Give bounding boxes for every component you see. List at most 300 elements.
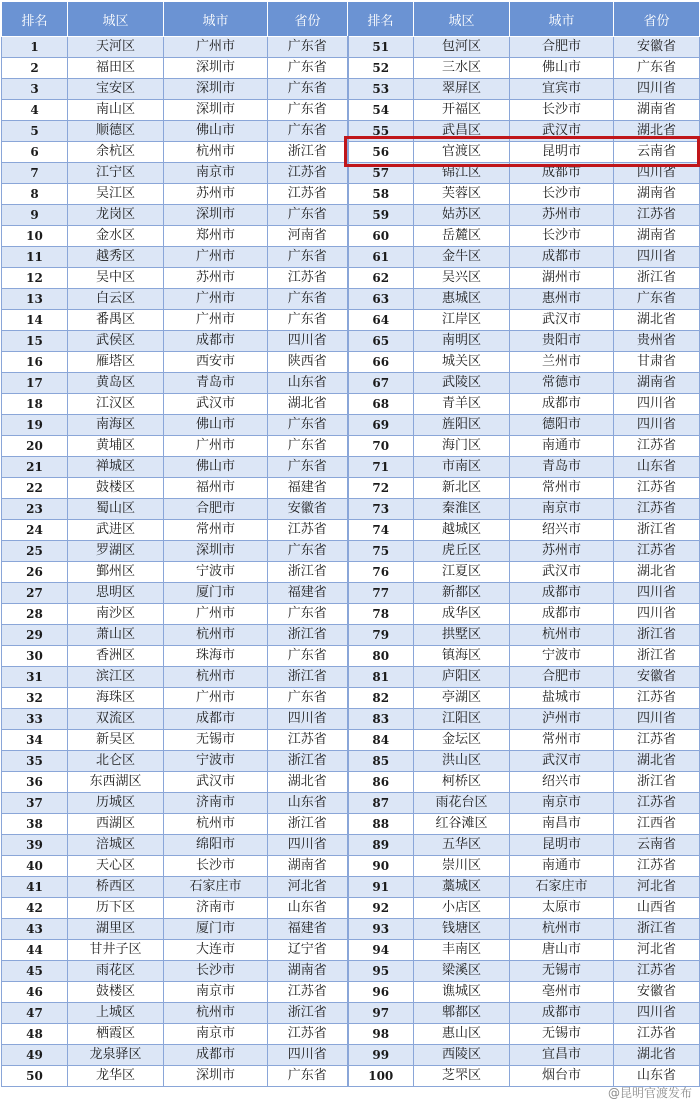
province-cell: 四川省: [614, 394, 700, 415]
city-cell: 石家庄市: [164, 877, 268, 898]
province-cell: 山东省: [614, 1066, 700, 1087]
province-cell: 广东省: [268, 1066, 348, 1087]
district-cell: 吴江区: [68, 184, 164, 205]
city-cell: 广州市: [164, 310, 268, 331]
province-cell: 浙江省: [268, 562, 348, 583]
province-cell: 湖北省: [614, 310, 700, 331]
rank-cell: 92: [348, 898, 414, 919]
district-cell: 涪城区: [68, 835, 164, 856]
city-cell: 厦门市: [164, 583, 268, 604]
province-cell: 广东省: [268, 436, 348, 457]
province-cell: 四川省: [614, 163, 700, 184]
city-cell: 宁波市: [164, 562, 268, 583]
province-cell: 湖南省: [614, 184, 700, 205]
city-cell: 南昌市: [510, 814, 614, 835]
rank-cell: 25: [2, 541, 68, 562]
rank-cell: 82: [348, 688, 414, 709]
table-row: [2, 961, 700, 982]
province-cell: 浙江省: [614, 268, 700, 289]
province-cell: 四川省: [268, 331, 348, 352]
district-cell: 藁城区: [414, 877, 510, 898]
city-cell: 苏州市: [510, 541, 614, 562]
district-cell: 柯桥区: [414, 772, 510, 793]
province-cell: 山东省: [268, 898, 348, 919]
district-cell: 宝安区: [68, 79, 164, 100]
table-row: [2, 793, 700, 814]
district-cell: 南沙区: [68, 604, 164, 625]
city-cell: 杭州市: [510, 625, 614, 646]
rank-cell: 32: [2, 688, 68, 709]
rank-cell: 99: [348, 1045, 414, 1066]
ranking-table: [1, 1, 700, 1087]
district-cell: 海珠区: [68, 688, 164, 709]
rank-cell: 66: [348, 352, 414, 373]
rank-cell: 56: [348, 142, 414, 163]
table-row: [2, 205, 700, 226]
district-cell: 新吴区: [68, 730, 164, 751]
city-cell: 成都市: [510, 247, 614, 268]
district-cell: 罗湖区: [68, 541, 164, 562]
district-cell: 江宁区: [68, 163, 164, 184]
table-row: [2, 268, 700, 289]
city-cell: 武汉市: [510, 310, 614, 331]
district-cell: 萧山区: [68, 625, 164, 646]
province-cell: 广东省: [268, 58, 348, 79]
table-row: [2, 772, 700, 793]
table-row: [2, 730, 700, 751]
city-cell: 佛山市: [164, 415, 268, 436]
city-cell: 成都市: [164, 1045, 268, 1066]
district-cell: 历城区: [68, 793, 164, 814]
district-cell: 丰南区: [414, 940, 510, 961]
table-row: [2, 646, 700, 667]
rank-cell: 93: [348, 919, 414, 940]
city-cell: 广州市: [164, 247, 268, 268]
district-cell: 历下区: [68, 898, 164, 919]
district-cell: 天河区: [68, 37, 164, 58]
district-cell: 甘井子区: [68, 940, 164, 961]
district-cell: 惠城区: [414, 289, 510, 310]
district-cell: 鼓楼区: [68, 478, 164, 499]
district-cell: 禅城区: [68, 457, 164, 478]
city-cell: 惠州市: [510, 289, 614, 310]
rank-cell: 55: [348, 121, 414, 142]
province-cell: 四川省: [614, 79, 700, 100]
rank-cell: 2: [2, 58, 68, 79]
city-cell: 绍兴市: [510, 772, 614, 793]
table-row: [2, 604, 700, 625]
district-cell: 翠屏区: [414, 79, 510, 100]
city-cell: 长沙市: [510, 100, 614, 121]
city-cell: 深圳市: [164, 1066, 268, 1087]
province-cell: 浙江省: [614, 919, 700, 940]
rank-cell: 4: [2, 100, 68, 121]
table-row: [2, 751, 700, 772]
province-cell: 广东省: [268, 688, 348, 709]
province-cell: 安徽省: [268, 499, 348, 520]
province-cell: 辽宁省: [268, 940, 348, 961]
header-rank: 排名: [2, 2, 68, 37]
province-cell: 广东省: [268, 310, 348, 331]
district-cell: 越秀区: [68, 247, 164, 268]
province-cell: 广东省: [268, 247, 348, 268]
district-cell: 西陵区: [414, 1045, 510, 1066]
district-cell: 龙泉驿区: [68, 1045, 164, 1066]
table-row: [2, 226, 700, 247]
rank-cell: 24: [2, 520, 68, 541]
city-cell: 南通市: [510, 436, 614, 457]
rank-cell: 95: [348, 961, 414, 982]
district-cell: 锦江区: [414, 163, 510, 184]
rank-cell: 88: [348, 814, 414, 835]
city-cell: 合肥市: [164, 499, 268, 520]
table-row: [2, 58, 700, 79]
rank-cell: 51: [348, 37, 414, 58]
district-cell: 江汉区: [68, 394, 164, 415]
province-cell: 福建省: [268, 478, 348, 499]
rank-cell: 38: [2, 814, 68, 835]
rank-cell: 48: [2, 1024, 68, 1045]
district-cell: 金水区: [68, 226, 164, 247]
rank-cell: 89: [348, 835, 414, 856]
table-row: [2, 919, 700, 940]
city-cell: 苏州市: [164, 268, 268, 289]
rank-cell: 8: [2, 184, 68, 205]
province-cell: 广东省: [268, 457, 348, 478]
district-cell: 吴兴区: [414, 268, 510, 289]
province-cell: 山东省: [268, 793, 348, 814]
province-cell: 四川省: [614, 415, 700, 436]
province-cell: 河北省: [268, 877, 348, 898]
province-cell: 湖南省: [268, 961, 348, 982]
city-cell: 成都市: [164, 331, 268, 352]
rank-cell: 29: [2, 625, 68, 646]
rank-cell: 68: [348, 394, 414, 415]
city-cell: 济南市: [164, 793, 268, 814]
district-cell: 黄岛区: [68, 373, 164, 394]
rank-cell: 71: [348, 457, 414, 478]
city-cell: 南通市: [510, 856, 614, 877]
district-cell: 岳麓区: [414, 226, 510, 247]
district-cell: 拱墅区: [414, 625, 510, 646]
rank-cell: 19: [2, 415, 68, 436]
city-cell: 唐山市: [510, 940, 614, 961]
city-cell: 南京市: [164, 163, 268, 184]
province-cell: 福建省: [268, 583, 348, 604]
district-cell: 黄埔区: [68, 436, 164, 457]
city-cell: 青岛市: [510, 457, 614, 478]
rank-cell: 15: [2, 331, 68, 352]
rank-cell: 85: [348, 751, 414, 772]
rank-cell: 36: [2, 772, 68, 793]
table-row: [2, 940, 700, 961]
city-cell: 广州市: [164, 289, 268, 310]
district-cell: 北仑区: [68, 751, 164, 772]
district-cell: 亭湖区: [414, 688, 510, 709]
province-cell: 江苏省: [614, 961, 700, 982]
rank-cell: 35: [2, 751, 68, 772]
table-row: [2, 457, 700, 478]
city-cell: 合肥市: [510, 667, 614, 688]
city-cell: 常州市: [164, 520, 268, 541]
rank-cell: 49: [2, 1045, 68, 1066]
province-cell: 江苏省: [614, 205, 700, 226]
rank-cell: 5: [2, 121, 68, 142]
table-row: [2, 709, 700, 730]
city-cell: 绵阳市: [164, 835, 268, 856]
province-cell: 河南省: [268, 226, 348, 247]
district-cell: 蜀山区: [68, 499, 164, 520]
district-cell: 南明区: [414, 331, 510, 352]
province-cell: 山东省: [614, 457, 700, 478]
rank-cell: 11: [2, 247, 68, 268]
city-cell: 武汉市: [510, 121, 614, 142]
city-cell: 杭州市: [164, 667, 268, 688]
district-cell: 越城区: [414, 520, 510, 541]
province-cell: 浙江省: [268, 751, 348, 772]
rank-cell: 83: [348, 709, 414, 730]
district-cell: 思明区: [68, 583, 164, 604]
table-row: [2, 79, 700, 100]
district-cell: 余杭区: [68, 142, 164, 163]
table-body: [2, 37, 700, 1087]
district-cell: 鄞州区: [68, 562, 164, 583]
city-cell: 成都市: [510, 163, 614, 184]
rank-cell: 43: [2, 919, 68, 940]
rank-cell: 80: [348, 646, 414, 667]
city-cell: 太原市: [510, 898, 614, 919]
rank-cell: 57: [348, 163, 414, 184]
province-cell: 江苏省: [614, 541, 700, 562]
city-cell: 福州市: [164, 478, 268, 499]
rank-cell: 22: [2, 478, 68, 499]
rank-cell: 77: [348, 583, 414, 604]
district-cell: 旌阳区: [414, 415, 510, 436]
rank-cell: 52: [348, 58, 414, 79]
rank-cell: 16: [2, 352, 68, 373]
rank-cell: 37: [2, 793, 68, 814]
province-cell: 湖南省: [268, 856, 348, 877]
city-cell: 佛山市: [164, 457, 268, 478]
rank-cell: 27: [2, 583, 68, 604]
city-cell: 无锡市: [164, 730, 268, 751]
province-cell: 湖北省: [614, 562, 700, 583]
rank-cell: 53: [348, 79, 414, 100]
province-cell: 江苏省: [268, 1024, 348, 1045]
table-row: [2, 625, 700, 646]
province-cell: 浙江省: [268, 142, 348, 163]
rank-cell: 91: [348, 877, 414, 898]
district-cell: 三水区: [414, 58, 510, 79]
table-row: [2, 436, 700, 457]
district-cell: 金坛区: [414, 730, 510, 751]
district-cell: 秦淮区: [414, 499, 510, 520]
city-cell: 佛山市: [510, 58, 614, 79]
province-cell: 江西省: [614, 814, 700, 835]
rank-cell: 33: [2, 709, 68, 730]
city-cell: 无锡市: [510, 1024, 614, 1045]
rank-cell: 9: [2, 205, 68, 226]
province-cell: 安徽省: [614, 667, 700, 688]
table-row: [2, 541, 700, 562]
rank-cell: 70: [348, 436, 414, 457]
rank-cell: 47: [2, 1003, 68, 1024]
city-cell: 合肥市: [510, 37, 614, 58]
rank-cell: 26: [2, 562, 68, 583]
header-province: 省份: [614, 2, 700, 37]
city-cell: 广州市: [164, 604, 268, 625]
province-cell: 山东省: [268, 373, 348, 394]
province-cell: 四川省: [268, 1045, 348, 1066]
province-cell: 湖北省: [614, 121, 700, 142]
province-cell: 广东省: [268, 79, 348, 100]
district-cell: 番禺区: [68, 310, 164, 331]
province-cell: 湖南省: [614, 226, 700, 247]
table-row: [2, 562, 700, 583]
city-cell: 成都市: [510, 394, 614, 415]
province-cell: 广东省: [268, 415, 348, 436]
city-cell: 苏州市: [164, 184, 268, 205]
table-row: [2, 478, 700, 499]
province-cell: 广东省: [268, 604, 348, 625]
district-cell: 城关区: [414, 352, 510, 373]
district-cell: 雁塔区: [68, 352, 164, 373]
district-cell: 姑苏区: [414, 205, 510, 226]
district-cell: 江阳区: [414, 709, 510, 730]
rank-cell: 31: [2, 667, 68, 688]
city-cell: 大连市: [164, 940, 268, 961]
province-cell: 江苏省: [614, 1024, 700, 1045]
table-row: [2, 1066, 700, 1087]
province-cell: 河北省: [614, 877, 700, 898]
rank-cell: 84: [348, 730, 414, 751]
district-cell: 崇川区: [414, 856, 510, 877]
city-cell: 无锡市: [510, 961, 614, 982]
rank-cell: 21: [2, 457, 68, 478]
province-cell: 广东省: [614, 289, 700, 310]
city-cell: 郑州市: [164, 226, 268, 247]
rank-cell: 40: [2, 856, 68, 877]
city-cell: 厦门市: [164, 919, 268, 940]
city-cell: 宁波市: [164, 751, 268, 772]
district-cell: 开福区: [414, 100, 510, 121]
rank-cell: 28: [2, 604, 68, 625]
city-cell: 南京市: [510, 793, 614, 814]
rank-cell: 74: [348, 520, 414, 541]
province-cell: 陕西省: [268, 352, 348, 373]
district-cell: 天心区: [68, 856, 164, 877]
district-cell: 滨江区: [68, 667, 164, 688]
city-cell: 长沙市: [510, 226, 614, 247]
district-cell: 雨花区: [68, 961, 164, 982]
city-cell: 绍兴市: [510, 520, 614, 541]
table-row: [2, 1003, 700, 1024]
province-cell: 湖北省: [614, 1045, 700, 1066]
table-row: [2, 247, 700, 268]
province-cell: 四川省: [614, 1003, 700, 1024]
district-cell: 官渡区: [414, 142, 510, 163]
district-cell: 镇海区: [414, 646, 510, 667]
city-cell: 宁波市: [510, 646, 614, 667]
rank-cell: 81: [348, 667, 414, 688]
rank-cell: 86: [348, 772, 414, 793]
district-cell: 包河区: [414, 37, 510, 58]
rank-cell: 90: [348, 856, 414, 877]
rank-cell: 62: [348, 268, 414, 289]
table-row: [2, 163, 700, 184]
district-cell: 江夏区: [414, 562, 510, 583]
rank-cell: 20: [2, 436, 68, 457]
city-cell: 武汉市: [510, 562, 614, 583]
province-cell: 广东省: [268, 541, 348, 562]
district-cell: 五华区: [414, 835, 510, 856]
city-cell: 宜昌市: [510, 1045, 614, 1066]
district-cell: 郫都区: [414, 1003, 510, 1024]
rank-cell: 61: [348, 247, 414, 268]
district-cell: 新北区: [414, 478, 510, 499]
city-cell: 杭州市: [164, 814, 268, 835]
city-cell: 昆明市: [510, 835, 614, 856]
rank-cell: 63: [348, 289, 414, 310]
province-cell: 浙江省: [614, 772, 700, 793]
province-cell: 江苏省: [268, 184, 348, 205]
rank-cell: 65: [348, 331, 414, 352]
province-cell: 江苏省: [614, 688, 700, 709]
district-cell: 芝罘区: [414, 1066, 510, 1087]
header-province: 省份: [268, 2, 348, 37]
rank-cell: 10: [2, 226, 68, 247]
city-cell: 常德市: [510, 373, 614, 394]
table-row: [2, 856, 700, 877]
province-cell: 江苏省: [614, 478, 700, 499]
rank-cell: 96: [348, 982, 414, 1003]
rank-cell: 50: [2, 1066, 68, 1087]
district-cell: 小店区: [414, 898, 510, 919]
province-cell: 浙江省: [268, 814, 348, 835]
table-row: [2, 310, 700, 331]
city-cell: 昆明市: [510, 142, 614, 163]
city-cell: 宜宾市: [510, 79, 614, 100]
city-cell: 深圳市: [164, 58, 268, 79]
province-cell: 广东省: [268, 289, 348, 310]
province-cell: 江苏省: [614, 793, 700, 814]
city-cell: 青岛市: [164, 373, 268, 394]
city-cell: 亳州市: [510, 982, 614, 1003]
district-cell: 龙岗区: [68, 205, 164, 226]
city-cell: 南京市: [164, 1024, 268, 1045]
rank-cell: 58: [348, 184, 414, 205]
province-cell: 湖北省: [268, 772, 348, 793]
rank-cell: 34: [2, 730, 68, 751]
rank-cell: 69: [348, 415, 414, 436]
rank-cell: 44: [2, 940, 68, 961]
district-cell: 新都区: [414, 583, 510, 604]
district-cell: 洪山区: [414, 751, 510, 772]
district-cell: 青羊区: [414, 394, 510, 415]
city-cell: 深圳市: [164, 541, 268, 562]
table-row: [2, 100, 700, 121]
watermark: @昆明官渡发布: [607, 1086, 692, 1100]
rank-cell: 60: [348, 226, 414, 247]
province-cell: 浙江省: [614, 625, 700, 646]
province-cell: 贵州省: [614, 331, 700, 352]
province-cell: 安徽省: [614, 37, 700, 58]
rank-cell: 76: [348, 562, 414, 583]
district-cell: 梁溪区: [414, 961, 510, 982]
district-cell: 金牛区: [414, 247, 510, 268]
table-row: [2, 184, 700, 205]
province-cell: 湖南省: [614, 100, 700, 121]
